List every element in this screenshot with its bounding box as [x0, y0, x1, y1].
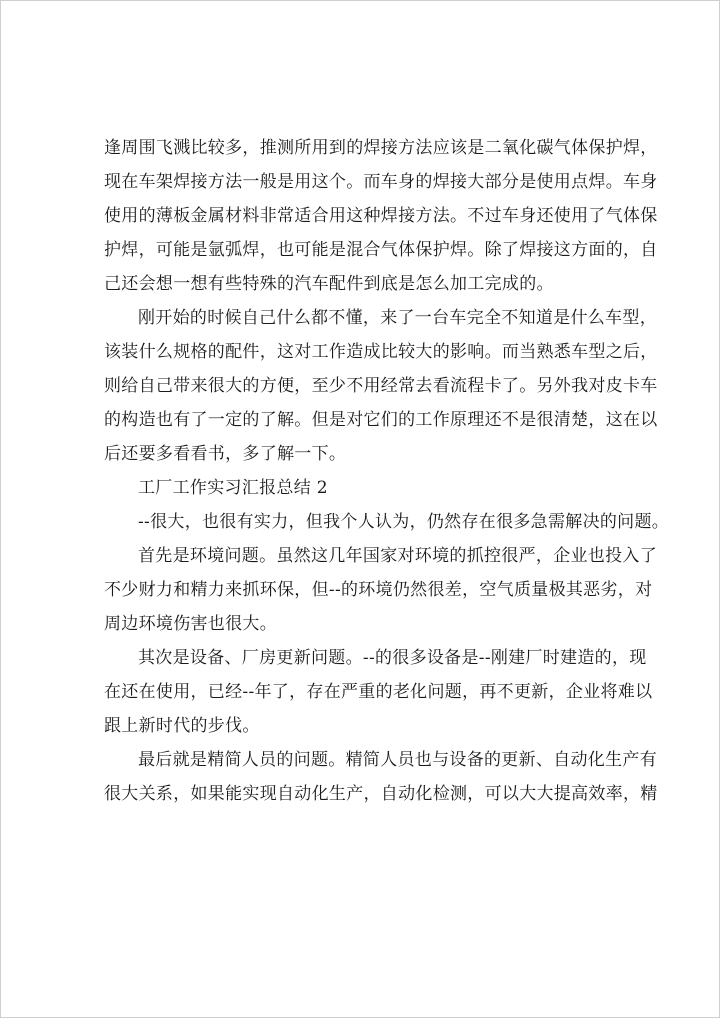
section-heading: 工厂工作实习汇报总结 2 — [138, 478, 328, 498]
text-line: 跟上新时代的步伐。 — [104, 716, 260, 736]
text-line: 逢周围飞溅比较多，推测所用到的焊接方法应该是二氧化碳气体保护焊， — [104, 138, 658, 158]
text-line: --很大，也很有实力，但我个人认为，仍然存在很多急需解决的问题。 — [138, 512, 670, 532]
text-line: 现在车架焊接方法一般是用这个。而车身的焊接大部分是使用点焊。车身 — [104, 172, 658, 192]
text-line: 使用的薄板金属材料非常适合用这种焊接方法。不过车身还使用了气体保 — [104, 206, 658, 226]
text-line: 周边环境伤害也很大。 — [104, 614, 277, 634]
text-line: 很大关系，如果能实现自动化生产，自动化检测，可以大大提高效率，精 — [104, 784, 658, 804]
text-line: 则给自己带来很大的方便，至少不用经常去看流程卡了。另外我对皮卡车 — [104, 376, 658, 396]
text-line: 其次是设备、厂房更新问题。--的很多设备是--刚建厂时建造的，现 — [138, 648, 647, 668]
text-line: 的构造也有了一定的了解。但是对它们的工作原理还不是很清楚，这在以 — [104, 410, 658, 430]
text-line: 该装什么规格的配件，这对工作造成比较大的影响。而当熟悉车型之后， — [104, 342, 658, 362]
text-line: 刚开始的时候自己什么都不懂，来了一台车完全不知道是什么车型， — [138, 308, 657, 328]
text-line: 己还会想一想有些特殊的汽车配件到底是怎么加工完成的。 — [104, 274, 554, 294]
text-line: 护焊，可能是氩弧焊，也可能是混合气体保护焊。除了焊接这方面的，自 — [104, 240, 658, 260]
document-body — [104, 131, 670, 811]
text-line: 不少财力和精力来抓环保，但--的环境仍然很差，空气质量极其恶劣，对 — [104, 580, 653, 600]
text-line: 后还要多看看书，多了解一下。 — [104, 444, 347, 464]
text-line: 最后就是精简人员的问题。精简人员也与设备的更新、自动化生产有 — [138, 750, 657, 770]
text-line: 首先是环境问题。虽然这几年国家对环境的抓控很严，企业也投入了 — [138, 546, 657, 566]
text-line: 在还在使用，已经--年了，存在严重的老化问题，再不更新，企业将难以 — [104, 682, 653, 702]
